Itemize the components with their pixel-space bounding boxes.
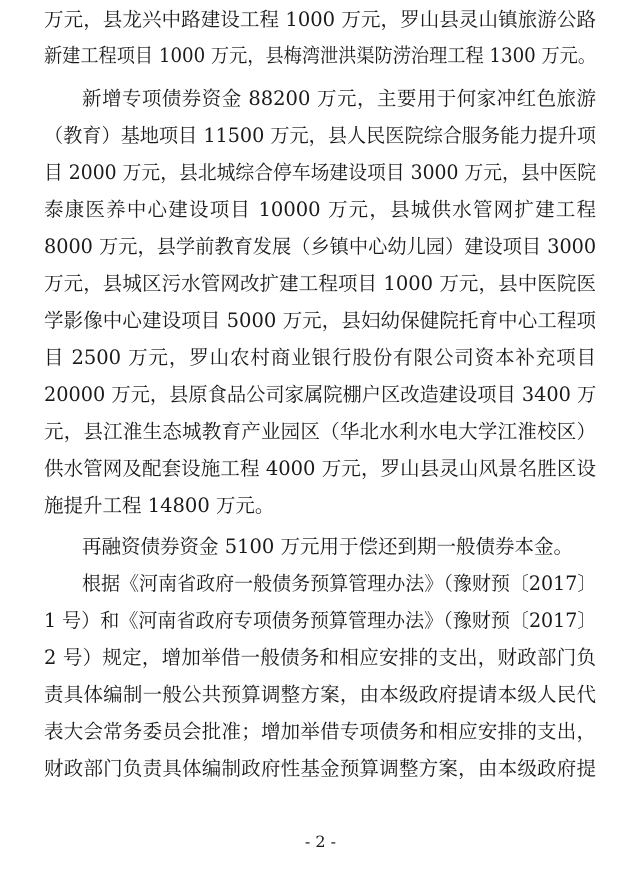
text-line: 万元，县城区污水管网改扩建工程项目 1000 万元，县中医院医 bbox=[44, 272, 596, 295]
text-line: 20000 万元，县原食品公司家属院棚户区改造建设项目 3400 万 bbox=[44, 383, 597, 406]
text-line: 施提升工程 14800 万元。 bbox=[44, 494, 275, 517]
text-line: 表大会常务委员会批准；增加举借专项债务和相应安排的支出， bbox=[44, 720, 596, 743]
text-line: 新建工程项目 1000 万元，县梅湾泄洪渠防涝治理工程 1300 万元。 bbox=[44, 44, 597, 67]
text-line: 财政部门负责具体编制政府性基金预算调整方案，由本级政府提 bbox=[44, 757, 596, 780]
text-line: 泰康医养中心建设项目 10000 万元，县城供水管网扩建工程 bbox=[44, 198, 596, 221]
text-line: 万元，县龙兴中路建设工程 1000 万元，罗山县灵山镇旅游公路 bbox=[44, 8, 596, 31]
text-line: 元，县江淮生态城教育产业园区（华北水利水电大学江淮校区） bbox=[44, 420, 596, 443]
paragraph-start-line: 再融资债券资金 5100 万元用于偿还到期一般债券本金。 bbox=[82, 535, 574, 558]
text-line: 1 号）和《河南省政府专项债务预算管理办法》（豫财预〔2017〕 bbox=[44, 609, 597, 632]
text-line: 目 2000 万元，县北城综合停车场建设项目 3000 万元，县中医院 bbox=[44, 161, 597, 184]
text-line: 责具体编制一般公共预算调整方案，由本级政府提请本级人民代 bbox=[44, 683, 596, 706]
text-line: 8000 万元，县学前教育发展（乡镇中心幼儿园）建设项目 3000 bbox=[44, 235, 597, 258]
page-number: - 2 - bbox=[304, 832, 337, 851]
text-line: （教育）基地项目 11500 万元，县人民医院综合服务能力提升项 bbox=[44, 124, 596, 147]
text-line: 供水管网及配套设施工程 4000 万元，罗山县灵山风景名胜区设 bbox=[44, 457, 596, 480]
text-line: 2 号）规定，增加举借一般债务和相应安排的支出，财政部门负 bbox=[44, 646, 596, 669]
text-line: 目 2500 万元，罗山农村商业银行股份有限公司资本补充项目 bbox=[44, 346, 596, 369]
text-line: 学影像中心建设项目 5000 万元，县妇幼保健院托育中心工程项 bbox=[44, 309, 596, 332]
paragraph-start-line: 新增专项债券资金 88200 万元，主要用于何家冲红色旅游 bbox=[82, 87, 596, 110]
paragraph-start-line: 根据《河南省政府一般债务预算管理办法》（豫财预〔2017〕 bbox=[82, 572, 597, 595]
